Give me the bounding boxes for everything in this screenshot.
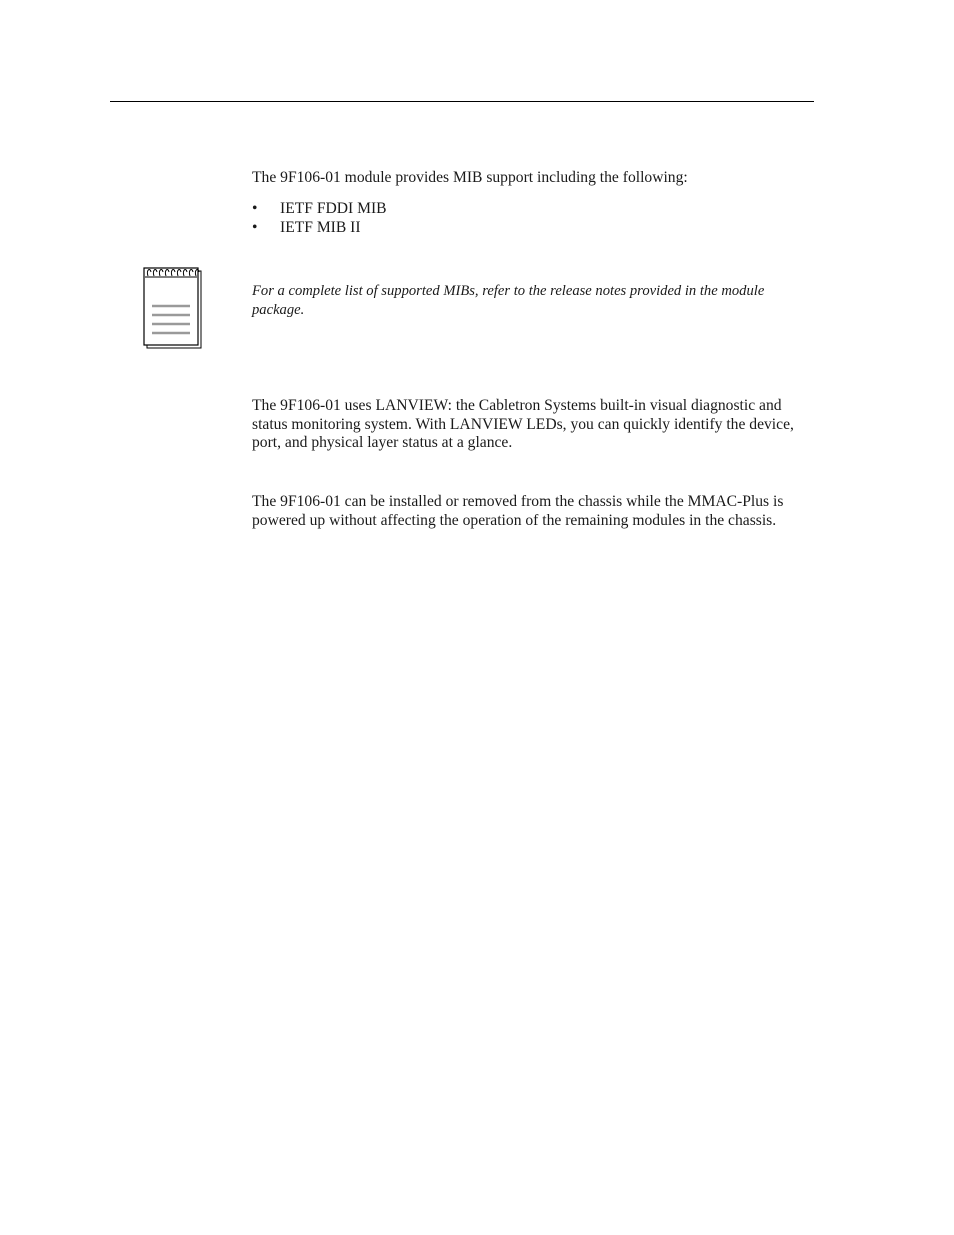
list-item-label: IETF FDDI MIB: [280, 200, 387, 217]
list-item: [252, 199, 387, 218]
mib-support-intro: The 9F106-01 module provides MIB support including the following:: [252, 169, 688, 186]
note-text: For a complete list of supported MIBs, refer to the release notes provided in the module package.: [252, 283, 765, 318]
list-item-label: IETF MIB II: [280, 219, 361, 237]
header-rule: [110, 101, 814, 102]
lanview-paragraph: The 9F106-01 uses LANVIEW: the Cabletron Systems built-in visual diagnostic and status monitoring system. With LANVIEW LEDs, you can quickly identify the device, port, and physical layer status at a glance.: [252, 397, 794, 452]
notepad-icon: [143, 264, 203, 350]
hot-swap-paragraph: The 9F106-01 can be installed or removed from the chassis while the MMAC-Plus is powered up without affecting the operation of the remaining modules in the chassis.: [252, 493, 784, 529]
bullet: •: [252, 219, 258, 237]
list-item: [252, 218, 387, 237]
bullet: •: [252, 200, 258, 217]
mib-list: [252, 199, 387, 238]
